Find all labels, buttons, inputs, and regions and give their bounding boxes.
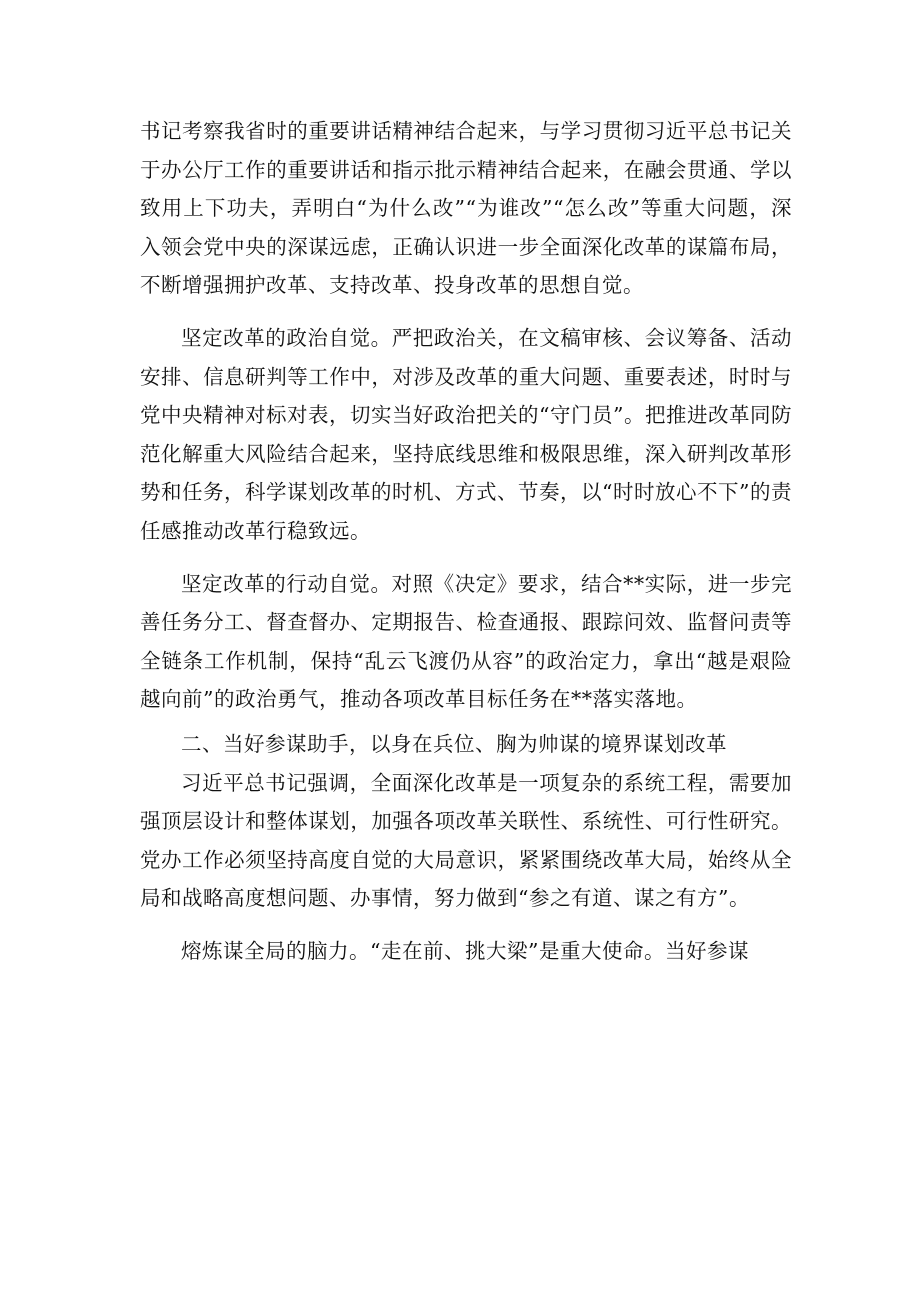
paragraph-mental-strength: 熔炼谋全局的脑力。“走在前、挑大梁”是重大使命。当好参谋: [181, 938, 749, 963]
paragraph-political-awareness: 坚定改革的政治自觉。严把政治关，在文稿审核、会议筹备、活动安排、信息研判等工作中，对涉及改革的重大问题、重要表述，时时与党中央精神对标对表，切实当好政治把关的“守门员”。把推进改革同防范化解重大风险结合起来，坚持底线思维和极限思维，深入研判改革形势和任务，科学谋划改革的时机、方式、节奏，以“时时放心不下”的责任感推动改革行稳致远。: [140, 325, 792, 543]
section-heading: 二、当好参谋助手，以身在兵位、胸为帅谋的境界谋划改革: [181, 731, 727, 756]
paragraph-continuation: 书记考察我省时的重要讲话精神结合起来，与学习贯彻习近平总书记关于办公厅工作的重要讲话和指示批示精神结合起来，在融会贯通、学以致用上下功夫，弄明白“为什么改”“为谁改”“怎么改”等重大问题，深入领会党中央的深谋远虑，正确认识进一步全面深化改革的谋篇布局，不断增强拥护改革、支持改革、投身改革的思想自觉。: [140, 119, 792, 298]
paragraph-xi-emphasis: 习近平总书记强调，全面深化改革是一项复杂的系统工程，需要加强顶层设计和整体谋划，加强各项改革关联性、系统性、可行性研究。党办工作必须坚持高度自觉的大局意识，紧紧围绕改革大局，始终从全局和战略高度想问题、办事情，努力做到“参之有道、谋之有方”。: [140, 770, 792, 911]
document-body: [140, 112, 792, 970]
paragraph-action-awareness: 坚定改革的行动自觉。对照《决定》要求，结合**实际，进一步完善任务分工、督查督办、定期报告、检查通报、跟踪问效、监督问责等全链条工作机制，保持“乱云飞渡仍从容”的政治定力，拿出“越是艰险越向前”的政治勇气，推动各项改革目标任务在**落实落地。: [140, 571, 792, 712]
